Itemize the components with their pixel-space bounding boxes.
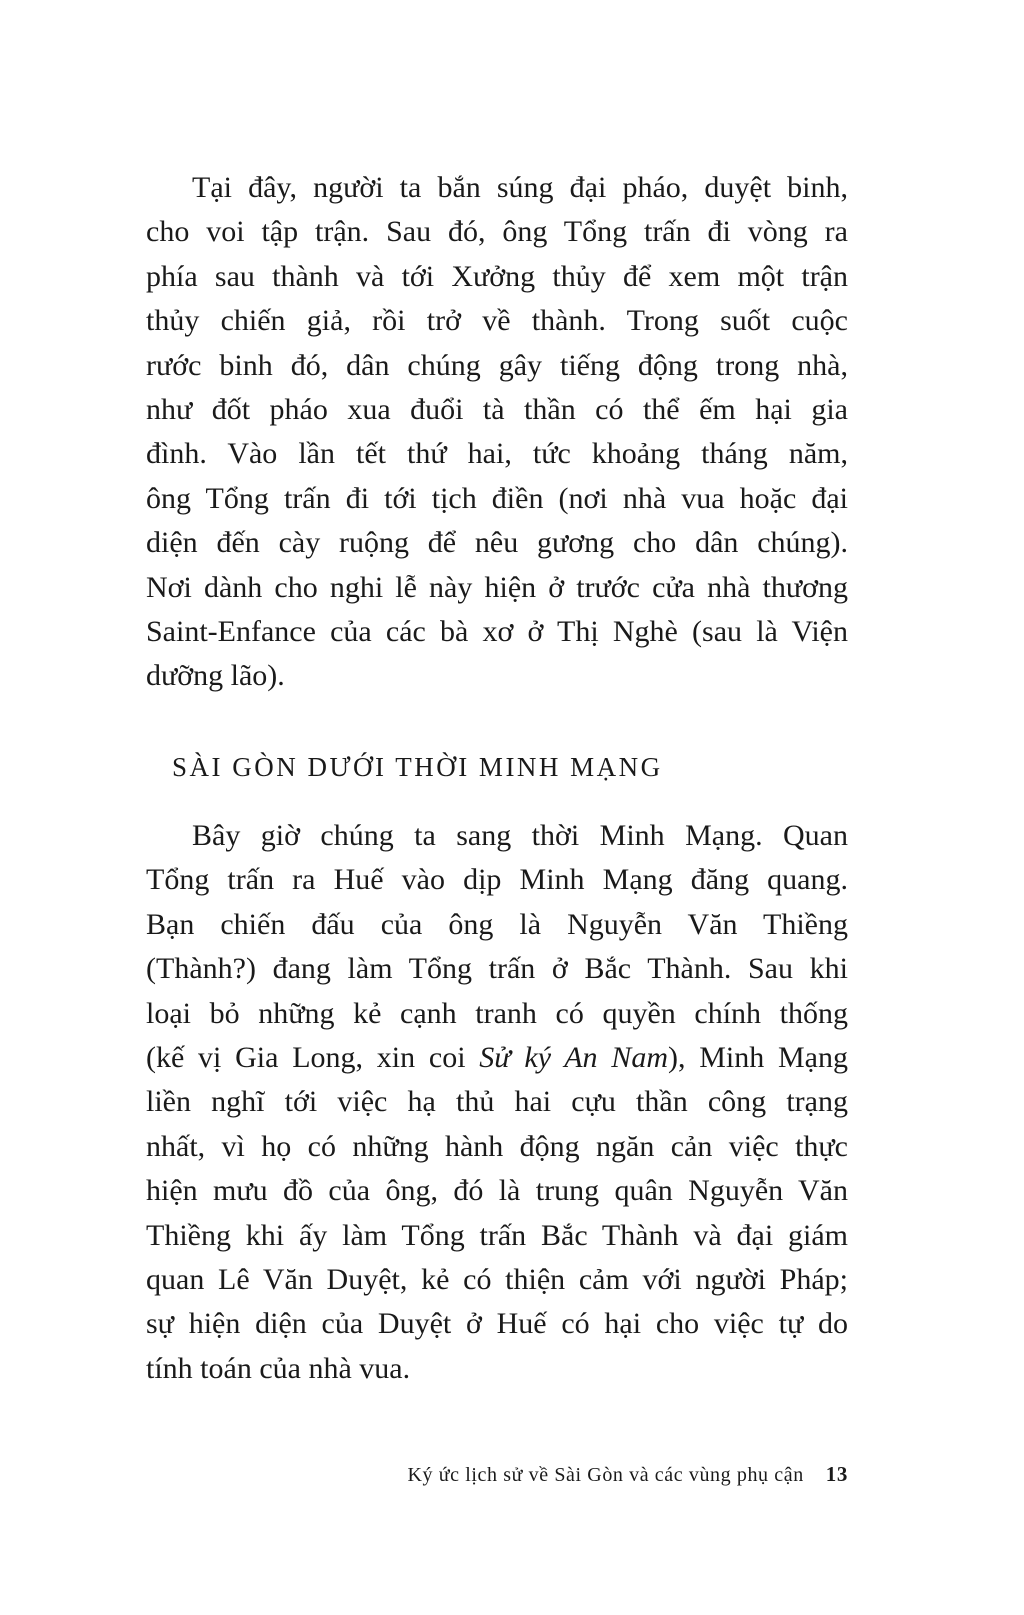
text-line: Tại đây, người ta bắn súng đại pháo, duyệt binh, — [192, 171, 848, 204]
text-line: Saint-Enfance của các bà xơ ở Thị Nghè (sau là Viện — [146, 615, 848, 649]
text-line: tính toán của nhà vua. — [146, 1351, 411, 1385]
text-line: Bạn chiến đấu của ông là Nguyễn Văn Thiềng — [146, 907, 848, 941]
page-footer — [407, 1462, 848, 1487]
text-segment: ), Minh Mạng — [668, 1041, 848, 1075]
text-line: Thiềng khi ấy làm Tổng trấn Bắc Thành và đại giám — [146, 1218, 848, 1252]
text-line: nhất, vì họ có những hành động ngăn cản việc thực — [146, 1129, 848, 1163]
text-line: Tổng trấn ra Huế vào dịp Minh Mạng đăng quang. — [146, 863, 848, 897]
text-line: hiện mưu đồ của ông, đó là trung quân Nguyễn Văn — [146, 1174, 848, 1208]
text-line: Nơi dành cho nghi lễ này hiện ở trước cửa nhà thương — [146, 570, 848, 604]
text-line: dưỡng lão). — [146, 659, 285, 693]
text-line — [146, 1036, 848, 1080]
text-line: loại bỏ những kẻ cạnh tranh có quyền chính thống — [146, 996, 848, 1030]
text-line: quan Lê Văn Duyệt, kẻ có thiện cảm với người Pháp; — [146, 1263, 848, 1297]
text-segment: (kế vị Gia Long, xin coi — [146, 1041, 480, 1075]
text-line: ông Tổng trấn đi tới tịch điền (nơi nhà vua hoặc đại — [146, 481, 848, 515]
text-line: sự hiện diện của Duyệt ở Huế có hại cho việc tự do — [146, 1307, 848, 1341]
running-title: Ký ức lịch sử về Sài Gòn và các vùng phụ cận — [407, 1464, 804, 1486]
text-line: rước binh đó, dân chúng gây tiếng động trong nhà, — [146, 348, 848, 382]
text-line: diện đến cày ruộng để nêu gương cho dân chúng). — [146, 526, 848, 560]
text-line: (Thành?) đang làm Tổng trấn ở Bắc Thành. Sau khi — [146, 952, 848, 986]
text-line: cho voi tập trận. Sau đó, ông Tổng trấn đi vòng ra — [146, 215, 848, 249]
text-line: đình. Vào lần tết thứ hai, tức khoảng tháng năm, — [146, 437, 848, 471]
book-title-italic: Sử ký An Nam — [479, 1041, 668, 1075]
paragraph-1 — [146, 166, 848, 699]
text-line: phía sau thành và tới Xưởng thủy để xem một trận — [146, 259, 848, 293]
text-line: liền nghĩ tới việc hạ thủ hai cựu thần công trạng — [146, 1085, 848, 1119]
text-line: như đốt pháo xua đuổi tà thần có thể ếm hại gia — [146, 393, 848, 427]
section-heading: SÀI GÒN DƯỚI THỜI MINH MẠNG — [172, 752, 663, 782]
page-number: 13 — [825, 1462, 848, 1486]
text-line: Bây giờ chúng ta sang thời Minh Mạng. Quan — [192, 819, 848, 852]
paragraph-2 — [146, 814, 848, 1391]
text-line: thủy chiến giả, rồi trở về thành. Trong suốt cuộc — [146, 304, 848, 338]
